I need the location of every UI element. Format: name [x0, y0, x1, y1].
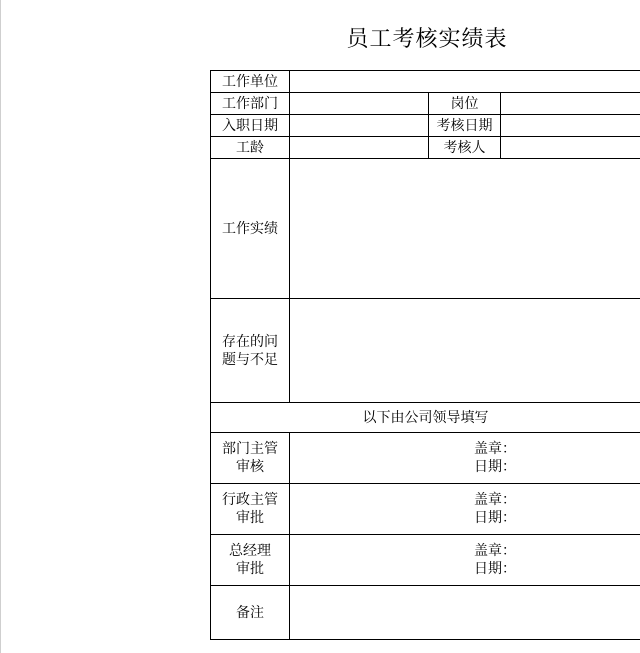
admin-approval-label-line2: 审批	[236, 510, 264, 526]
position-label: 岗位	[429, 93, 501, 115]
work-unit-label: 工作单位	[211, 71, 290, 93]
department-label: 工作部门	[211, 93, 290, 115]
row-remarks	[211, 586, 640, 640]
remarks-label: 备注	[211, 586, 290, 640]
leader-note: 以下由公司领导填写	[211, 403, 640, 433]
performance-label: 工作实绩	[211, 159, 290, 299]
seniority-field[interactable]	[290, 137, 429, 159]
row-department	[211, 93, 640, 115]
hire-date-field[interactable]	[290, 115, 429, 137]
row-performance	[211, 159, 640, 299]
dept-review-label-line1: 部门主管	[222, 441, 278, 457]
row-issues	[211, 299, 640, 403]
admin-approval-date-label: 日期：	[474, 510, 516, 526]
assessment-form-table	[210, 70, 640, 640]
admin-approval-sign-field[interactable]	[290, 484, 640, 535]
gm-approval-label-line1: 总经理	[229, 543, 271, 559]
row-dates	[211, 115, 640, 137]
hire-date-label: 入职日期	[211, 115, 290, 137]
gm-approval-sign-block	[414, 542, 516, 578]
gm-approval-label-line2: 审批	[236, 561, 264, 577]
dept-review-sign-block	[414, 440, 516, 476]
gm-approval-sign-field[interactable]	[290, 535, 640, 586]
admin-approval-label	[211, 484, 290, 535]
row-gm-approval	[211, 535, 640, 586]
row-admin-approval	[211, 484, 640, 535]
position-field[interactable]	[501, 93, 640, 115]
page-title: 员工考核实绩表	[346, 27, 508, 52]
performance-field[interactable]	[290, 159, 640, 299]
assessment-date-label: 考核日期	[429, 115, 501, 137]
dept-review-sign-field[interactable]	[290, 433, 640, 484]
dept-review-label	[211, 433, 290, 484]
assessor-label: 考核人	[429, 137, 501, 159]
assessor-field[interactable]	[501, 137, 640, 159]
issues-label-line2: 题与不足	[222, 351, 278, 368]
dept-review-label-line2: 审核	[236, 459, 264, 475]
issues-label	[211, 299, 290, 403]
admin-approval-sign-block	[414, 491, 516, 527]
row-dept-review	[211, 433, 640, 484]
gm-approval-stamp-label: 盖章：	[474, 543, 516, 559]
dept-review-date-label: 日期：	[474, 459, 516, 475]
assessment-date-field[interactable]	[501, 115, 640, 137]
row-work-unit	[211, 71, 640, 93]
department-field[interactable]	[290, 93, 429, 115]
admin-approval-stamp-label: 盖章：	[474, 492, 516, 508]
issues-field[interactable]	[290, 299, 640, 403]
work-unit-field[interactable]	[290, 71, 640, 93]
row-leader-note	[211, 403, 640, 433]
remarks-field[interactable]	[290, 586, 640, 640]
row-seniority	[211, 137, 640, 159]
dept-review-stamp-label: 盖章：	[474, 441, 516, 457]
page-left-border	[0, 0, 1, 653]
admin-approval-label-line1: 行政主管	[222, 492, 278, 508]
gm-approval-date-label: 日期：	[474, 561, 516, 577]
gm-approval-label	[211, 535, 290, 586]
seniority-label: 工龄	[211, 137, 290, 159]
issues-label-line1: 存在的问	[222, 333, 278, 350]
